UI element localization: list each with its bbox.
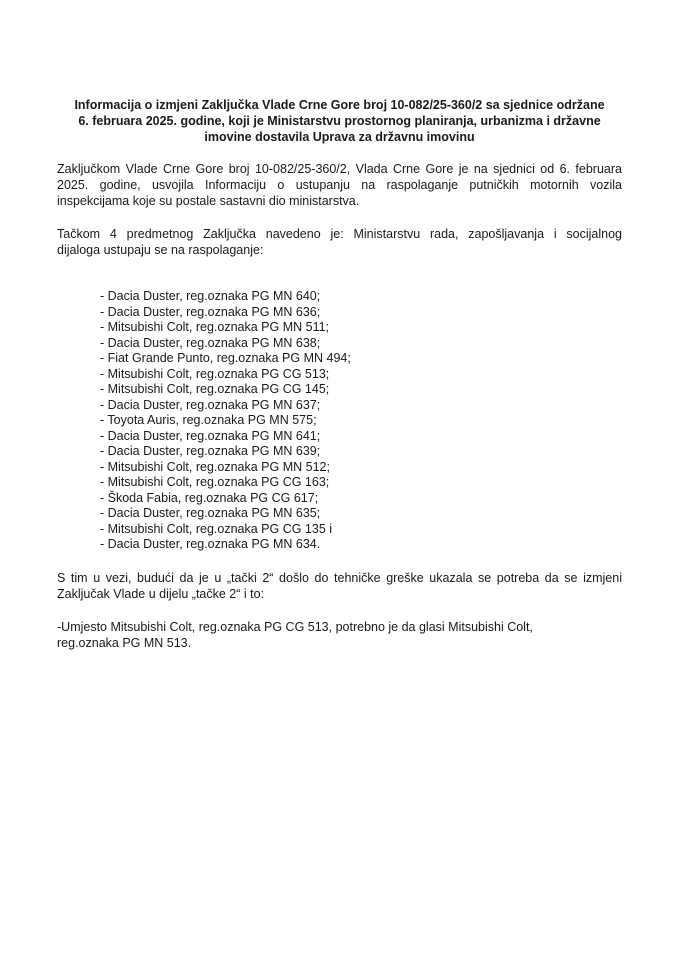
document-title <box>57 97 622 145</box>
title-line: 6. februara 2025. godine, koji je Ministarstvu prostornog planiranja, urbanizma i državne <box>78 114 601 128</box>
intro-paragraph <box>57 161 622 209</box>
list-item: - Mitsubishi Colt, reg.oznaka PG CG 135 i <box>100 521 333 536</box>
context-line: S tim u vezi, budući da je u „tački 2“ došlo do tehničke greške ukazala se potreba da se izmjeni <box>57 570 622 585</box>
list-item: - Dacia Duster, reg.oznaka PG MN 640; <box>100 289 321 303</box>
list-item: - Dacia Duster, reg.oznaka PG MN 636; <box>100 304 321 319</box>
list-item: - Mitsubishi Colt, reg.oznaka PG MN 511; <box>100 320 330 334</box>
point4-line: Tačkom 4 predmetnog Zaključka navedeno je: Ministarstvu rada, zapošljavanja i socijalnog <box>57 227 622 241</box>
list-item: - Dacia Duster, reg.oznaka PG MN 634. <box>100 537 321 551</box>
intro-line: inspekcijama koje su postale sastavni dio ministarstva. <box>57 194 360 208</box>
list-item: - Dacia Duster, reg.oznaka PG MN 639; <box>100 444 321 458</box>
point4-paragraph <box>57 226 622 258</box>
title-line: Informacija o izmjeni Zaključka Vlade Crne Gore broj 10-082/25-360/2 sa sjednice održane <box>74 98 605 112</box>
list-item: - Mitsubishi Colt, reg.oznaka PG CG 163; <box>100 475 330 489</box>
point4-line: dijaloga ustupaju se na raspolaganje: <box>57 243 264 257</box>
list-item: - Škoda Fabia, reg.oznaka PG CG 617; <box>100 490 319 505</box>
list-item: - Mitsubishi Colt, reg.oznaka PG CG 513; <box>100 366 330 381</box>
list-item: - Fiat Grande Punto, reg.oznaka PG MN 494; <box>100 351 351 365</box>
list-item: - Dacia Duster, reg.oznaka PG MN 641; <box>100 428 321 443</box>
list-item: - Toyota Auris, reg.oznaka PG MN 575; <box>100 413 317 427</box>
list-item: - Mitsubishi Colt, reg.oznaka PG MN 512; <box>100 459 330 474</box>
document-page <box>57 97 622 651</box>
list-item: - Dacia Duster, reg.oznaka PG MN 637; <box>100 397 321 412</box>
list-item: - Dacia Duster, reg.oznaka PG MN 638; <box>100 335 321 350</box>
vehicle-list <box>57 289 622 553</box>
list-item: - Mitsubishi Colt, reg.oznaka PG CG 145; <box>100 382 330 396</box>
title-line: imovine dostavila Uprava za državnu imovinu <box>204 130 475 144</box>
context-paragraph <box>57 570 622 602</box>
correction-paragraph <box>57 619 622 651</box>
correction-line: reg.oznaka PG MN 513. <box>57 635 192 650</box>
context-line: Zaključak Vlade u dijelu „tačke 2“ i to: <box>57 586 265 601</box>
intro-line: 2025. godine, usvojila Informaciju o ustupanju na raspolaganje putničkih motornih vozila <box>57 178 622 192</box>
list-item: - Dacia Duster, reg.oznaka PG MN 635; <box>100 506 321 520</box>
correction-line: -Umjesto Mitsubishi Colt, reg.oznaka PG CG 513, potrebno je da glasi Mitsubishi Colt, <box>57 619 533 634</box>
intro-line: Zaključkom Vlade Crne Gore broj 10-082/25-360/2, Vlada Crne Gore je na sjednici od 6. februara <box>57 162 622 176</box>
